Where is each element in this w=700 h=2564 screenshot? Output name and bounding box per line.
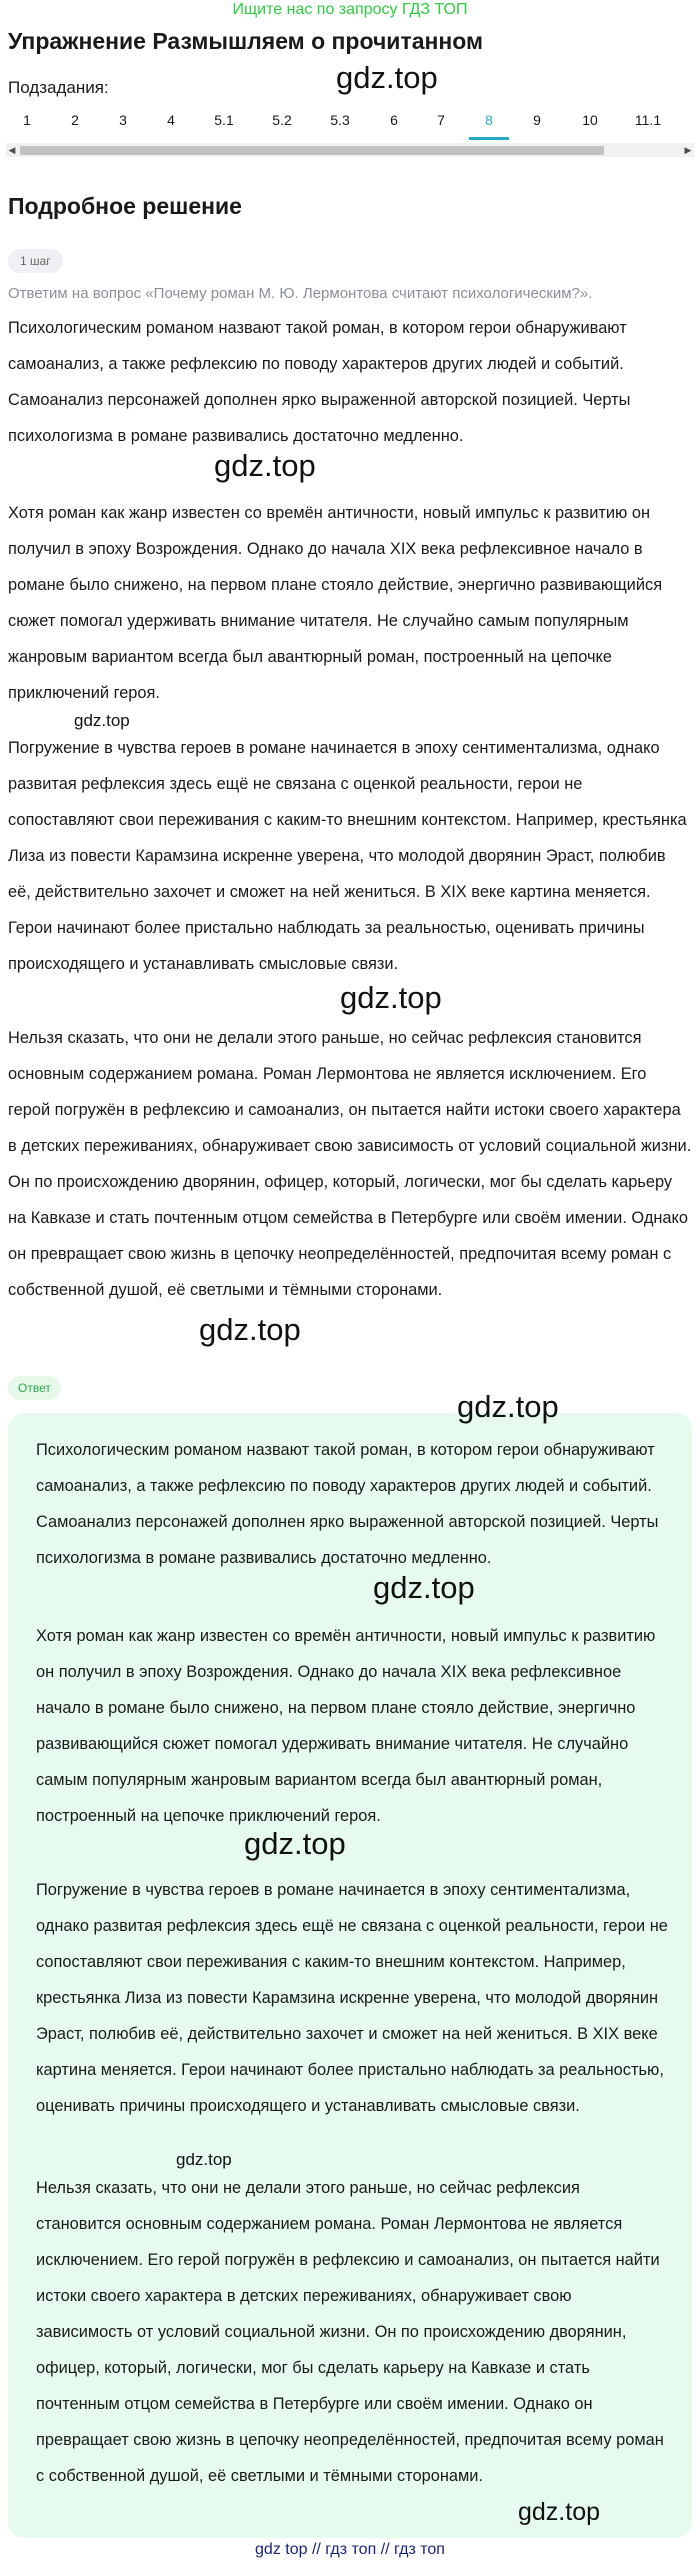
tab-11-1[interactable]: 11.1	[634, 112, 662, 128]
tab-9[interactable]: 9	[533, 112, 541, 128]
watermark: gdz.top	[457, 1389, 559, 1424]
watermark: gdz.top	[373, 1570, 475, 1605]
tab-2[interactable]: 2	[71, 112, 79, 128]
tab-4[interactable]: 4	[167, 112, 175, 128]
active-tab-indicator	[469, 137, 509, 140]
tab-6[interactable]: 6	[390, 112, 398, 128]
page-title: Упражнение Размышляем о прочитанном	[8, 28, 484, 54]
tab-5-1[interactable]: 5.1	[214, 112, 234, 128]
solution-paragraph: Хотя роман как жанр известен со времён античности, новый импульс к развитию он получил в эпоху Возрождения. Однако до начала XIX века рефлексивное начало в романе было снижено, на первом плане стояло действие, энергично развивающийся сюжет помогал удерживать внимание читателя. Не случайно самым популярным жанровым вариантом всегда был авантюрный роман, построенный на цепочке приключений героя.	[8, 504, 663, 702]
tab-1[interactable]: 1	[23, 112, 31, 128]
tab-8[interactable]: 8	[485, 112, 493, 128]
watermark: gdz.top	[176, 2150, 232, 2169]
answer-badge: Ответ	[8, 1376, 61, 1400]
tab-10[interactable]: 10	[582, 112, 598, 128]
scroll-right-icon[interactable]: ▶	[684, 145, 692, 155]
answer-paragraph: Нельзя сказать, что они не делали этого раньше, но сейчас рефлексия становится основным содержанием романа. Роман Лермонтова не является исключением. Его герой погружён в рефлексию и самоанализ, он пытается найти истоки своего характера в детских переживаниях, обнаруживает свою зависимость от условий социальной жизни. Он по происхождению дворянин, офицер, который, логически, мог бы сделать карьеру на Кавказе и стать почтенным отцом семейства в Петербурге или своём имении. Однако он превращает свою жизнь в цепочку неопределённостей, предпочитая всему роман с собственной душой, её светлыми и тёмными сторонами.	[36, 2179, 664, 2485]
watermark: gdz.top	[340, 980, 442, 1015]
solution-paragraph: Погружение в чувства героев в романе начинается в эпоху сентиментализма, однако развитая рефлексия здесь ещё не связана с оценкой реальности, герои не сопоставляют свои переживания с каким-то внешним контекстом. Например, крестьянка Лиза из повести Карамзина искренне уверена, что молодой дворянин Эраст, полюбив её, действительно захочет и сможет на ней жениться. В XIX веке картина меняется. Герои начинают более пристально наблюдать за реальностью, оценивать причины происходящего и устанавливать смысловые связи.	[8, 739, 687, 973]
scrollbar-thumb[interactable]	[20, 146, 604, 155]
watermark: gdz.top	[518, 2498, 601, 2526]
footer-watermark: gdz top // гдз топ // гдз топ	[255, 2541, 445, 2558]
watermark: gdz.top	[244, 1826, 346, 1861]
watermark: gdz.top	[336, 60, 438, 95]
tabs-scrollbar[interactable]	[6, 143, 694, 157]
tab-3[interactable]: 3	[119, 112, 127, 128]
question-text: Ответим на вопрос «Почему роман М. Ю. Лермонтова считают психологическим?».	[8, 285, 593, 302]
watermark: gdz.top	[74, 711, 130, 730]
watermark: gdz.top	[199, 1312, 301, 1347]
subtasks-label: Подзадания:	[8, 78, 109, 97]
tab-7[interactable]: 7	[437, 112, 445, 128]
tab-5-3[interactable]: 5.3	[330, 112, 350, 128]
answer-paragraph: Психологическим романом назвают такой роман, в котором герои обнаруживают самоанализ, а также рефлексию по поводу характеров других людей и событий. Самоанализ персонажей дополнен ярко выраженной авторской позицией. Черты психологизма в романе развивались достаточно медленно.	[36, 1441, 659, 1567]
scroll-left-icon[interactable]: ◀	[8, 145, 16, 155]
solution-heading: Подробное решение	[8, 193, 242, 219]
solution-paragraph: Психологическим романом назвают такой роман, в котором герои обнаруживают самоанализ, а также рефлексию по поводу характеров других людей и событий. Самоанализ персонажей дополнен ярко выраженной авторской позицией. Черты психологизма в романе развивались достаточно медленно.	[8, 319, 631, 445]
subtask-tabs	[0, 108, 700, 138]
step-badge: 1 шаг	[8, 249, 63, 273]
answer-paragraph: Хотя роман как жанр известен со времён античности, новый импульс к развитию он получил в эпоху Возрождения. Однако до начала XIX века рефлексивное начало в романе было снижено, на первом плане стояло действие, энергично развивающийся сюжет помогал удерживать внимание читателя. Не случайно самым популярным жанровым вариантом всегда был авантюрный роман, построенный на цепочке приключений героя.	[36, 1627, 656, 1825]
tab-5-2[interactable]: 5.2	[272, 112, 292, 128]
solution-paragraph: Нельзя сказать, что они не делали этого раньше, но сейчас рефлексия становится основным содержанием романа. Роман Лермонтова не является исключением. Его герой погружён в рефлексию и самоанализ, он пытается найти истоки своего характера в детских переживаниях, обнаруживает свою зависимость от условий социальной жизни. Он по происхождению дворянин, офицер, который, логически, мог бы сделать карьеру на Кавказе и стать почтенным отцом семейства в Петербурге или своём имении. Однако он превращает свою жизнь в цепочку неопределённостей, предпочитая всему роман с собственной душой, её светлыми и тёмными сторонами.	[8, 1029, 692, 1299]
watermark: gdz.top	[214, 448, 316, 483]
answer-paragraph: Погружение в чувства героев в романе начинается в эпоху сентиментализма, однако развитая рефлексия здесь ещё не связана с оценкой реальности, герои не сопоставляют свои переживания с каким-то внешним контекстом. Например, крестьянка Лиза из повести Карамзина искренне уверена, что молодой дворянин Эраст, полюбив её, действительно захочет и сможет на ней жениться. В XIX веке картина меняется. Герои начинают более пристально наблюдать за реальностью, оценивать причины происходящего и устанавливать смысловые связи.	[36, 1881, 668, 2115]
search-banner: Ищите нас по запросу ГДЗ ТОП	[232, 1, 468, 18]
